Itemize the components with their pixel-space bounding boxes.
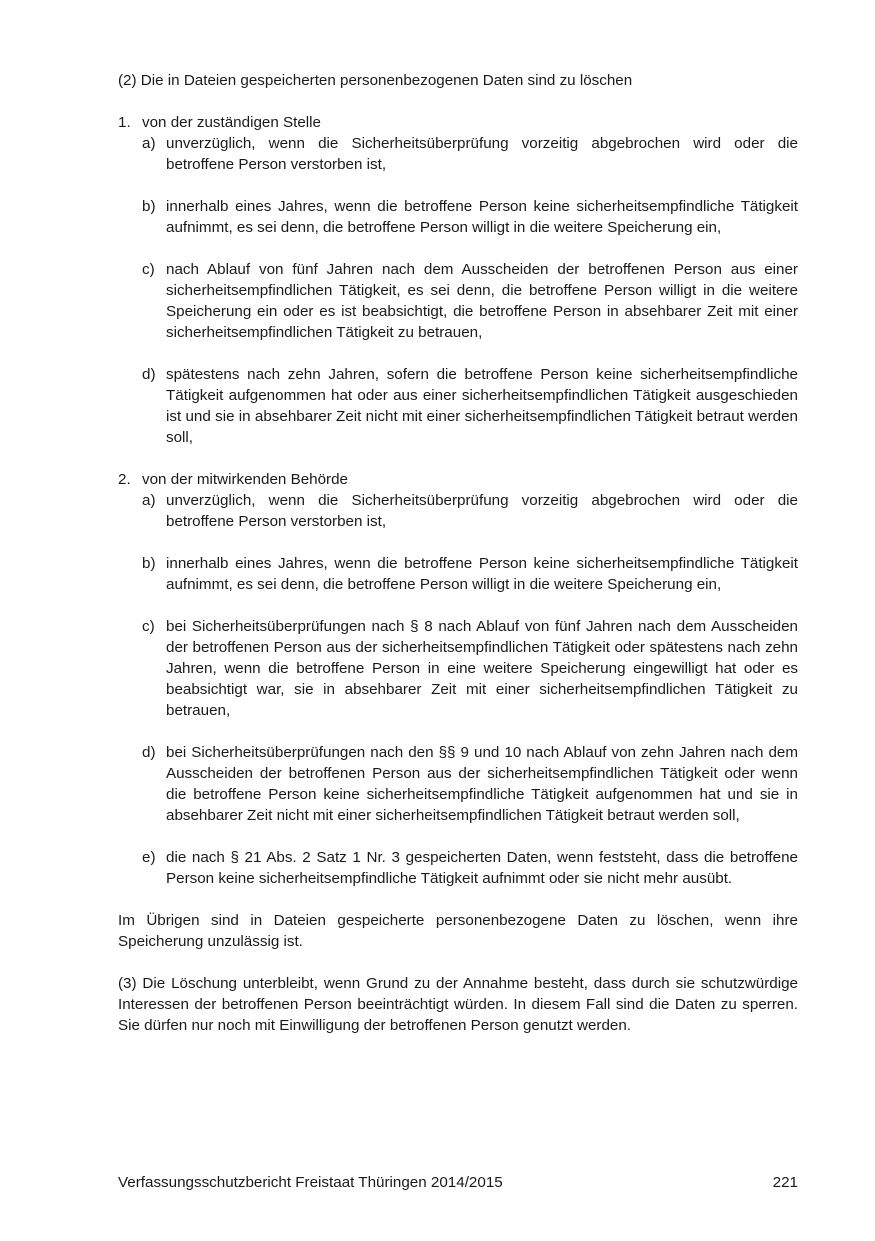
section-2-item-b [142, 553, 798, 595]
section-1-item-a [142, 133, 798, 175]
item-text: bei Sicherheitsüberprüfungen nach den §§ 9 und 10 nach Ablauf von zehn Jahren nach dem Ausscheiden der betroffenen Person aus der sicherheitsempfindlichen Tätigkeit oder wenn die betroffene Person keine sicherheitsempfindliche Tätigkeit aufgenommen hat und sie in absehbarer Zeit nicht mit einer sicherheitsempfindlichen Tätigkeit betraut werden soll, [166, 744, 798, 824]
item-text: unverzüglich, wenn die Sicherheitsüberprüfung vorzeitig abgebrochen wird oder die betroffene Person verstorben ist, [166, 135, 798, 173]
item-letter: c) [142, 618, 155, 635]
section-1-item-d [142, 364, 798, 448]
item-text: bei Sicherheitsüberprüfungen nach § 8 nach Ablauf von fünf Jahren nach dem Ausscheiden der betroffenen Person aus der sicherheitsempfindlichen Tätigkeit oder spätestens nach zehn Jahren, wenn die betroffene Person in eine weitere Speicherung eingewilligt hat oder es beabsichtigt war, sie in absehbarer Zeit mit einer sicherheitsempfindlichen Tätigkeit zu betrauen, [166, 618, 798, 719]
section-2 [118, 469, 798, 889]
item-letter: b) [142, 555, 156, 572]
item-letter: d) [142, 366, 156, 383]
item-text: unverzüglich, wenn die Sicherheitsüberprüfung vorzeitig abgebrochen wird oder die betroffene Person verstorben ist, [166, 492, 798, 530]
closing-paragraph: Im Übrigen sind in Dateien gespeicherte personenbezogene Daten zu löschen, wenn ihre Speicherung unzulässig ist. [118, 912, 798, 950]
item-letter: b) [142, 198, 156, 215]
item-letter: a) [142, 135, 156, 152]
section-2-number: 2. [118, 471, 131, 488]
item-letter: c) [142, 261, 155, 278]
page-number: 221 [772, 1174, 798, 1191]
section-2-heading-row [118, 469, 798, 490]
section-2-heading: von der mitwirkenden Behörde [142, 471, 348, 488]
item-letter: e) [142, 849, 156, 866]
section-2-item-c [142, 616, 798, 721]
item-text: die nach § 21 Abs. 2 Satz 1 Nr. 3 gespeicherten Daten, wenn feststeht, dass die betroffene Person keine sicherheitsempfindliche Tätigkeit aufnimmt oder sie nicht mehr ausübt. [166, 849, 798, 887]
document-body [118, 70, 798, 1036]
section-2-item-a [142, 490, 798, 532]
paragraph-3: (3) Die Löschung unterbleibt, wenn Grund zu der Annahme besteht, dass durch sie schutzwürdige Interessen der betroffenen Person beeinträchtigt würden. In diesem Fall sind die Daten zu sperren. Sie dürfen nur noch mit Einwilligung der betroffenen Person genutzt werden. [118, 975, 798, 1034]
section-1 [118, 112, 798, 448]
section-2-item-e [142, 847, 798, 889]
section-1-item-c [142, 259, 798, 343]
section-1-heading-row [118, 112, 798, 133]
item-text: nach Ablauf von fünf Jahren nach dem Ausscheiden der betroffenen Person aus einer sicherheitsempfindlichen Tätigkeit, es sei denn, die betroffene Person willigt in die weitere Speicherung ein oder es ist beabsichtigt, die betroffene Person in absehbarer Zeit mit einer sicherheitsempfindlichen Tätigkeit zu betrauen, [166, 261, 798, 341]
item-letter: a) [142, 492, 156, 509]
section-1-item-b [142, 196, 798, 238]
item-text: innerhalb eines Jahres, wenn die betroffene Person keine sicherheitsempfindliche Tätigkeit aufnimmt, es sei denn, die betroffene Person willigt in die weitere Speicherung ein, [166, 198, 798, 236]
section-1-number: 1. [118, 114, 131, 131]
footer-title: Verfassungsschutzbericht Freistaat Thüringen 2014/2015 [118, 1174, 503, 1191]
item-text: spätestens nach zehn Jahren, sofern die betroffene Person keine sicherheitsempfindliche Tätigkeit aufgenommen hat oder aus einer sicherheitsempfindlichen Tätigkeit ausgeschieden ist und sie in absehbarer Zeit nicht mit einer sicherheitsempfindlichen Tätigkeit betraut werden soll, [166, 366, 798, 446]
item-text: innerhalb eines Jahres, wenn die betroffene Person keine sicherheitsempfindliche Tätigkeit aufnimmt, es sei denn, die betroffene Person willigt in die weitere Speicherung ein, [166, 555, 798, 593]
paragraph-2-intro: (2) Die in Dateien gespeicherten personenbezogenen Daten sind zu löschen [118, 72, 633, 89]
section-2-item-d [142, 742, 798, 826]
item-letter: d) [142, 744, 156, 761]
section-1-heading: von der zuständigen Stelle [142, 114, 321, 131]
page-footer [118, 1172, 798, 1193]
